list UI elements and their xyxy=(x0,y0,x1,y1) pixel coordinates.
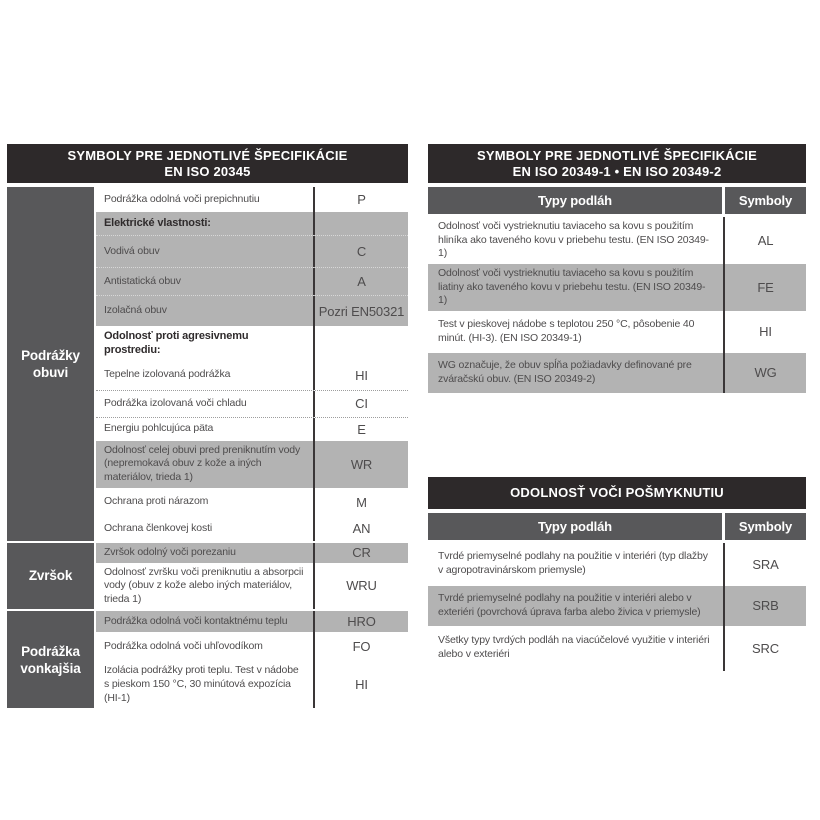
row-symbol: SRA xyxy=(723,543,806,586)
row-description: Energiu pohlcujúca päta xyxy=(104,422,214,435)
table-row xyxy=(96,611,408,632)
table-title-line1: SYMBOLY PRE JEDNOTLIVÉ ŠPECIFIKÁCIE xyxy=(67,148,348,163)
row-description: Ochrana členkovej kosti xyxy=(104,521,213,534)
table-row xyxy=(96,326,408,361)
row-description: Podrážka odolná voči uhľovodíkom xyxy=(104,640,263,653)
row-symbol: AN xyxy=(313,517,408,541)
table-title-line1: SYMBOLY PRE JEDNOTLIVÉ ŠPECIFIKÁCIE xyxy=(476,148,758,163)
table-row xyxy=(96,295,408,326)
table-row xyxy=(428,311,806,353)
row-description: Všetky typy tvrdých podláh na viacúčelové využitie v interiéri alebo v exteriéri xyxy=(438,634,710,660)
table-row xyxy=(96,212,408,235)
row-symbol xyxy=(313,212,408,235)
table-row xyxy=(428,217,806,264)
row-description: Odolnosť voči vystrieknutiu taviaceho sa kovu s použitím hliníka ako taveného kovu v priebehu testu. (EN ISO 20349-1) xyxy=(438,220,709,260)
table-en-iso-20349 xyxy=(428,144,806,393)
row-description: Tvrdé priemyselné podlahy na použitie v interiéri alebo v exteriéri (povrchová úprava farba alebo živica v priemysle) xyxy=(438,591,701,618)
row-description: Tvrdé priemyselné podlahy na použitie v interiéri (typ dlažby v agropotravinárskom priemysle) xyxy=(438,550,708,576)
table-row xyxy=(96,563,408,610)
row-description: Podrážka izolovaná voči chladu xyxy=(104,396,247,409)
row-description: Odolnosť zvršku voči preniknutiu a absorpcii vody (obuv z kože alebo iných materiálov, trieda 1) xyxy=(104,565,304,605)
row-description: Podrážka odolná voči kontaktnému teplu xyxy=(104,615,288,628)
row-description: Antistatická obuv xyxy=(104,274,181,287)
column-header-types: Typy podláh xyxy=(428,187,722,214)
table-title-line2: EN ISO 20349-1 • EN ISO 20349-2 xyxy=(512,163,722,179)
row-symbol: CR xyxy=(313,543,408,563)
table-row xyxy=(96,632,408,661)
row-symbol: E xyxy=(313,418,408,441)
row-description: WG označuje, že obuv spĺňa požiadavky definované pre zváračskú obuv. (EN ISO 20349-2) xyxy=(438,359,692,385)
row-symbol xyxy=(313,326,408,361)
column-header-row xyxy=(428,513,806,540)
table-title xyxy=(428,477,806,509)
row-symbol: WG xyxy=(723,353,806,393)
table-row xyxy=(96,235,408,267)
row-symbol: Pozri EN50321 xyxy=(313,296,408,326)
table-slip-resistance xyxy=(428,477,806,671)
table-title xyxy=(428,144,806,183)
table-row xyxy=(428,353,806,393)
row-symbol: AL xyxy=(723,217,806,264)
table-row xyxy=(428,543,806,586)
column-header-symbols: Symboly xyxy=(725,187,806,214)
table-row xyxy=(428,264,806,311)
row-description: Elektrické vlastnosti: xyxy=(104,217,211,230)
table-row xyxy=(96,517,408,541)
row-description: Odolnosť celej obuvi pred preniknutím vody (nepremokavá obuv z kože a iných materiálov, trieda 1) xyxy=(104,443,301,483)
table-title-line2: EN ISO 20345 xyxy=(164,163,251,179)
category-cell: Podrážky obuvi xyxy=(7,187,94,541)
table-title-line1: ODOLNOSŤ VOČI POŠMYKNUTIU xyxy=(510,485,724,500)
row-symbol: C xyxy=(313,236,408,267)
table-row xyxy=(96,441,408,488)
table-title xyxy=(7,144,408,183)
table-body xyxy=(428,543,806,671)
table-row xyxy=(96,417,408,441)
row-symbol: HI xyxy=(313,361,408,390)
row-symbol: WR xyxy=(313,441,408,488)
row-description: Izolácia podrážky proti teplu. Test v nádobe s pieskom 150 °C, 30 minútová expozícia (HI-1) xyxy=(104,664,299,704)
category-cell: Podrážka vonkajšia xyxy=(7,611,94,708)
table-section xyxy=(7,611,408,708)
section-rows xyxy=(96,543,408,610)
row-symbol: WRU xyxy=(313,563,408,610)
table-row xyxy=(96,543,408,563)
table-body xyxy=(7,187,408,708)
category-cell: Zvršok xyxy=(7,543,94,610)
row-description: Odolnosť proti agresivnemu prostrediu: xyxy=(104,330,249,357)
table-row xyxy=(428,626,806,671)
row-symbol: HI xyxy=(313,661,408,708)
table-section xyxy=(7,187,408,541)
row-symbol: P xyxy=(313,187,408,212)
row-description: Vodivá obuv xyxy=(104,244,160,257)
row-symbol: HRO xyxy=(313,611,408,632)
column-header-row xyxy=(428,187,806,214)
table-row xyxy=(96,390,408,417)
table-en-iso-20345 xyxy=(7,144,408,708)
table-section xyxy=(7,543,408,610)
row-symbol: HI xyxy=(723,311,806,353)
row-description: Izolačná obuv xyxy=(104,304,167,317)
row-description: Odolnosť voči vystrieknutiu taviaceho sa kovu s použitím liatiny ako taveného kovu v priebehu testu. (EN ISO 20349-1) xyxy=(438,266,706,307)
row-symbol: A xyxy=(313,268,408,295)
row-symbol: SRC xyxy=(723,626,806,671)
row-description: Zvršok odolný voči porezaniu xyxy=(104,545,236,558)
row-symbol: CI xyxy=(313,391,408,417)
table-row xyxy=(428,586,806,626)
row-symbol: FE xyxy=(723,264,806,311)
table-row xyxy=(96,661,408,708)
row-symbol: FO xyxy=(313,632,408,661)
table-body xyxy=(428,217,806,393)
row-description: Tepelne izolovaná podrážka xyxy=(104,368,231,381)
section-rows xyxy=(96,611,408,708)
row-description: Ochrana proti nárazom xyxy=(104,495,209,508)
row-description: Test v pieskovej nádobe s teplotou 250 °C, pôsobenie 40 minút. (HI-3). (EN ISO 20349-1) xyxy=(438,318,695,344)
table-row xyxy=(96,267,408,295)
table-row xyxy=(96,361,408,390)
column-header-symbols: Symboly xyxy=(725,513,806,540)
row-description: Podrážka odolná voči prepichnutiu xyxy=(104,192,260,205)
table-row xyxy=(96,488,408,517)
row-symbol: M xyxy=(313,488,408,517)
row-symbol: SRB xyxy=(723,586,806,626)
column-header-types: Typy podláh xyxy=(428,513,722,540)
table-row xyxy=(96,187,408,212)
section-rows xyxy=(96,187,408,541)
